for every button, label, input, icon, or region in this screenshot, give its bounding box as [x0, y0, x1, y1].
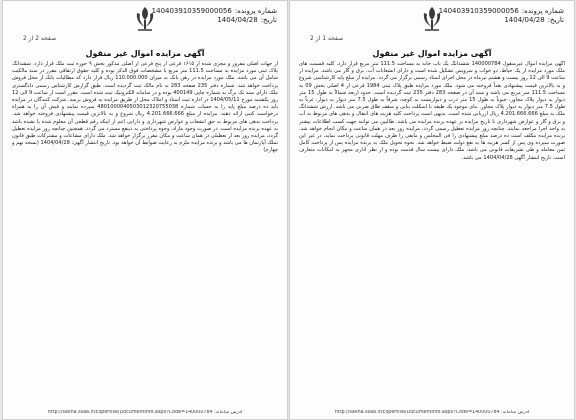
document-header — [438, 7, 564, 25]
page-footer: آدرس سامانه: http://sakha.ssaa.ir/Expertise/DocumentInfo.aspx?Code=140000784 — [47, 410, 243, 415]
case-number-label: شماره پرونده: — [234, 7, 277, 15]
page-title: آگهی مزایده اموال غیر منقول — [85, 49, 205, 58]
date-label: تاریخ: — [547, 16, 564, 24]
document-body — [12, 61, 278, 403]
date-label: تاریخ: — [260, 16, 277, 24]
document-body — [299, 61, 565, 403]
body-text: آگهی مزایده اموال غیرمنقول 140000784 ششدانگ یک باب خانه به مساحت 111.5 متر مربع قرار دارد. کلیه قسمت های ملک مورد مزایده از یک حیاط، دو خواب و سرویس تشکیل شده است و دارای انشعابات آب، برق و گاز می باشد. مزایده از ساعت 9 الی 12 روز بیست و هشتم تیرماه در محل اجرای اسناد رسمی برگزار می گردد. مزایده از مبلغ پایه کارشناسی شروع و به بالاترین قیمت پیشنهادی نقداً فروخته می شود. ملک مورد مزایده طبق پلاک ثبتی 1984 فرعی از 4 اصلی بخش 09 به مساحت 111.5 متر مربع می باشد و سند آن در صفحه 283 دفتر 235 ثبت گردیده است. حدود اربعه شمالاً به طول 15 متر دیوار به دیوار پلاک مجاور، جنوباً به طول 15 متر درب و دیواریست به کوچه، شرقاً به طول 7.5 متر دیوار به دیوار، غرباً به طول 7.5 متر دیوار به دیوار پلاک مجاور. بنای موجود یک طبقه با اسکلت بنایی و سقف طاق ضربی می باشد. ارزش ششدانگ ملک به مبلغ 4.201.666.666 ریال ارزیابی شده است. بدیهی است پرداخت کلیه هزینه های انتقال و بدهی های مربوط به آب و برق و گاز و عوارض شهرداری تا تاریخ مزایده بر عهده برنده مزایده می باشد. طالبین می توانند جهت کسب اطلاعات بیشتر به واحد اجرا مراجعه نمایند. چنانچه روز مزایده تعطیل رسمی گردد، مزایده روز بعد در همان ساعت و مکان انجام خواهد شد. برنده مزایده مکلف است ده درصد مبلغ پیشنهادی را فی المجلس و مابقی را ظرف مهلت قانونی پرداخت نماید، در غیر این صورت سپرده وی پس از کسر هزینه ها به نفع دولت ضبط خواهد شد. نحوه تحویل ملک به برنده مزایده پس از پرداخت کامل ثمن معامله و طی تشریفات قانونی می باشد. ملک دارای بیست سال قدمت بوده و از نظر اداری مجهز به امکانات متعارف است. تاریخ انتشار آگهی 1404/04/28 می باشد. — [299, 61, 565, 161]
date-value: 1404/04/28 — [217, 16, 258, 24]
document-page-2 — [2, 0, 288, 420]
date-value: 1404/04/28 — [504, 16, 545, 24]
case-number-label: شماره پرونده: — [521, 7, 564, 15]
body-text: از جهات اصلی مفروز و مجزی شده از ۱۶۱۵ فرعی از پنج فرعی از اصلی مذکور بخش ۹ حوزه ثبت ملک قرار دارد. ششدانگ پلاک ثبتی مورد مزایده به مساحت 111.5 متر مربع با مشخصات فوق الذکر بوده و کلیه حقوق ارتفاقی مقرر در سند مالکیت شامل آن می باشد. ملک مورد مزایده در رهن بانک به میزان 110.000.000 ریال قرار دارد که مطالبات بانک از محل فروش پرداخت خواهد شد. شماره دفتر 235 صفحه 283 به نام مالک ثبت گردیده است. طبق گزارش کارشناس رسمی دادگستری ملک دارای سند تک برگ به شماره چاپی 400149 بوده و در سامانه الکترونیک ثبت شده است. مقرر است از ساعت 9 الی 12 روز یکشنبه مورخ 1404/05/11 در اداره ثبت اسناد و املاک محل از طریق مزایده به فروش برسد. شرکت کنندگان در مزایده باید ده درصد مبلغ پایه را به حساب شماره 4801000040503012320755038 سپرده نمایند و فیش آن را به همراه درخواست کتبی ارائه دهند. مزایده از مبلغ 4.201.666.666 ریال شروع و به بالاترین قیمت پیشنهادی فروخته خواهد شد. پرداخت بدهی های مربوط به حق انشعاب و عوارض شهرداری و دارایی اعم از اینکه رقم قطعی آن معلوم شده یا نشده باشد به عهده برنده مزایده است. در صورت وجود مازاد، وجوه پرداختی به ذینفع مسترد می گردد. همچنین چنانچه روز مزایده تعطیل گردد، مزایده روز بعد از تعطیلی در همان ساعت و مکان مقرر برگزار خواهد شد. ملک دارای مشاعات و مشترکات طبق قانون تملک آپارتمان ها می باشد و برنده مزایده ملزم به رعایت ضوابط آن خواهد بود. تاریخ انتشار آگهی: 1404/04/28 (نسخه نهم و چهارم) — [12, 61, 278, 154]
page-number: صفحه 1 از 2 — [310, 35, 344, 42]
case-number-value: 140403910359000056 — [151, 7, 232, 15]
document-page-1 — [289, 0, 575, 420]
page-number: صفحه 2 از 2 — [23, 35, 57, 42]
case-number-value: 140403910359000056 — [438, 7, 519, 15]
page-title: آگهی مزایده اموال غیر منقول — [372, 49, 492, 58]
document-header — [151, 7, 277, 25]
page-footer: آدرس سامانه: http://sakha.ssaa.ir/Expertise/DocumentInfo.aspx?Code=140000784 — [334, 410, 530, 415]
